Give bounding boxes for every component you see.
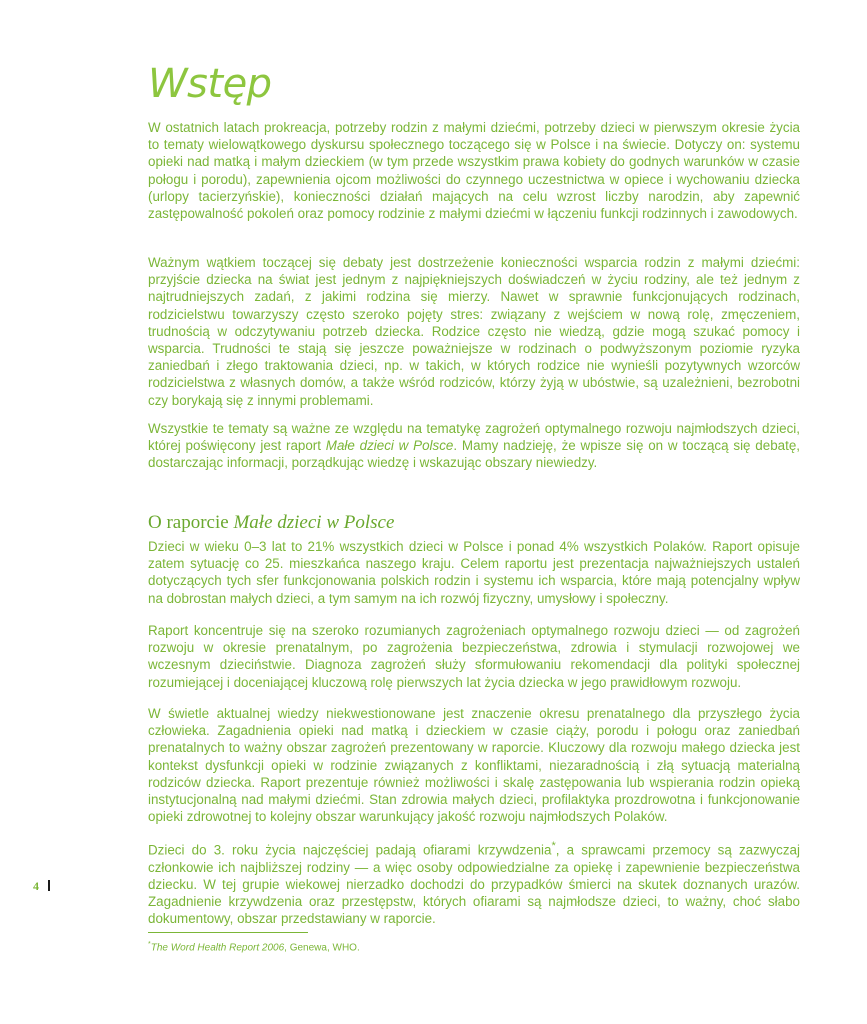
paragraph-text	[148, 420, 800, 472]
intro-paragraph-1	[148, 119, 800, 222]
text-run: , a sprawcami przemocy są zazwyczaj członkowie ich najbliższej rodziny — a więc osoby odpowiedzialne za opiekę i zapewnienie bezpieczeństwa dziecku. W tej grupie wiekowej nierzadko dochodzi do przypadków śmierci na skutek doznanych urazów. Zagadnienie krzywdzenia oraz przestępstw, których ofiarami są najmłodsze dzieci, to ważny, choć słabo dokumentowy, obszar przedstawiany w raporcie.	[148, 842, 800, 927]
page-number: 4	[33, 879, 39, 893]
footnote-mark: *	[148, 941, 151, 948]
paragraph-text: W świetle aktualnej wiedzy niekwestionowane jest znaczenie okresu prenatalnego dla przyszłego życia człowieka. Zagadnienia opieki nad matką i dzieckiem w czasie ciąży, porodu i połogu oraz zaniedbań prenatalnych to ważny obszar zagrożeń prezentowany w raporcie. Kluczowy dla rozwoju małego dziecka jest kontekst dysfunkcji opieki w rodzinie związanych z konfliktami, niezaradnością i złą sytuacją materialną rodziców dziecka. Raport prezentuje również możliwości i skalę zastępowania lub wspierania rodzin opieką instytucjonalną nad małymi dziećmi. Stan zdrowia małych dzieci, profilaktyka prozdrowotna i funkcjonowanie opieki zdrowotnej to kolejny obszar warunkujący jakość rozwoju najmłodszych Polaków.	[148, 706, 800, 825]
section-paragraph-3	[148, 705, 800, 825]
intro-paragraph-2	[148, 254, 800, 409]
heading-italic: Małe dzieci w Polsce	[233, 512, 395, 533]
footnote-reference: *	[551, 840, 556, 852]
page-number-mark	[48, 880, 50, 891]
page-title: Wstęp	[148, 61, 272, 107]
paragraph-text: Raport koncentruje się na szeroko rozumianych zagrożeniach optymalnego rozwoju dzieci — od zagrożeń rozwoju w okresie prenatalnym, po zagrożenia bezpieczeństwa, zdrowia i stymulacji rozwojowej we wczesnym dzieciństwie. Diagnoza zagrożeń służy sformułowaniu rekomendacji dla polityki społecznej rozumiejącej i doceniającej kluczową rolę pierwszych lat życia dziecka w jego prawidłowym rozwoju.	[148, 623, 800, 690]
intro-paragraph-3	[148, 420, 800, 472]
paragraph-text: W ostatnich latach prokreacja, potrzeby rodzin z małymi dziećmi, potrzeby dzieci w pierwszym okresie życia to tematy wielowątkowego dyskursu społecznego toczącego się w Polsce i na świecie. Dotyczy on: systemu opieki nad matką i małym dzieckiem (w tym przede wszystkim prawa kobiety do godnych warunków w czasie połogu i porodu), zapewnienia ojcom możliwości do czynnego uczestnictwa w opiece i wychowaniu dziecka (urlopy tacierzyńskie), konieczności działań mających na celu wzrost liczby narodzin, aby zapewnić zastępowalność pokoleń oraz pomocy rodzinie z małymi dziećmi w łączeniu funkcji rodzinnych i zawodowych.	[148, 120, 800, 222]
section-paragraph-4	[148, 838, 800, 927]
section-heading	[148, 511, 394, 535]
text-run: Dzieci do 3. roku życia najczęściej padają ofiarami krzywdzenia	[148, 842, 552, 858]
section-paragraph-2	[148, 622, 800, 691]
footnote-rule	[148, 932, 308, 933]
text-run: . Mamy nadzieję, że wpisze się on w toczącą się debatę, dostarczając informacji, porządkując wiedzę i wskazując obszary niewiedzy.	[148, 438, 800, 471]
text-run: Wszystkie te tematy są ważne ze względu na tematykę zagrożeń optymalnego rozwoju najmłodszych dzieci, której poświęcony jest raport	[148, 421, 800, 454]
footnote	[148, 938, 360, 954]
heading-prefix: O raporcie	[148, 512, 234, 533]
section-paragraph-1	[148, 538, 800, 607]
footnote-source-title: The Word Health Report 2006	[150, 942, 285, 954]
report-title-italic: Małe dzieci w Polsce	[325, 438, 454, 454]
paragraph-text: Ważnym wątkiem toczącej się debaty jest dostrzeżenie konieczności wsparcia rodzin z małymi dziećmi: przyjście dziecka na świat jest jednym z najpiękniejszych doświadczeń w życiu rodziny, ale też jednym z najtrudniejszych zadań, z jakimi rodzina się mierzy. Nawet w sprawnie funkcjonujących rodzinach, rodzicielstwu towarzyszy często szeroko pojęty stres: związany z wejściem w nową rolę, zmęczeniem, trudnością w odczytywaniu potrzeb dziecka. Rodzice często nie wiedzą, gdzie mogą szukać pomocy i wsparcia. Trudności te stają się jeszcze poważniejsze w rodzinach o podwyższonym poziomie ryzyka zaniedbań i złego traktowania dzieci, np. w takich, w których rodzice nie wynieśli pozytywnych wzorców rodzicielstwa z własnych domów, a także wśród rodziców, którzy żyją w ubóstwie, są uzależnieni, bezrobotni czy borykają się z innymi problemami.	[148, 255, 800, 408]
paragraph-text	[148, 838, 800, 927]
footnote-text: , Genewa, WHO.	[284, 942, 360, 954]
paragraph-text: Dzieci w wieku 0–3 lat to 21% wszystkich dzieci w Polsce i ponad 4% wszystkich Polaków. Raport opisuje zatem sytuację co 25. mieszkańca naszego kraju. Celem raportu jest prezentacja najważniejszych ustaleń dotyczących tych sfer funkcjonowania polskich rodzin i systemu ich wsparcia, które mają potencjalny wpływ na dobrostan małych dzieci, a tym samym na ich rozwój fizyczny, umysłowy i społeczny.	[148, 539, 800, 606]
